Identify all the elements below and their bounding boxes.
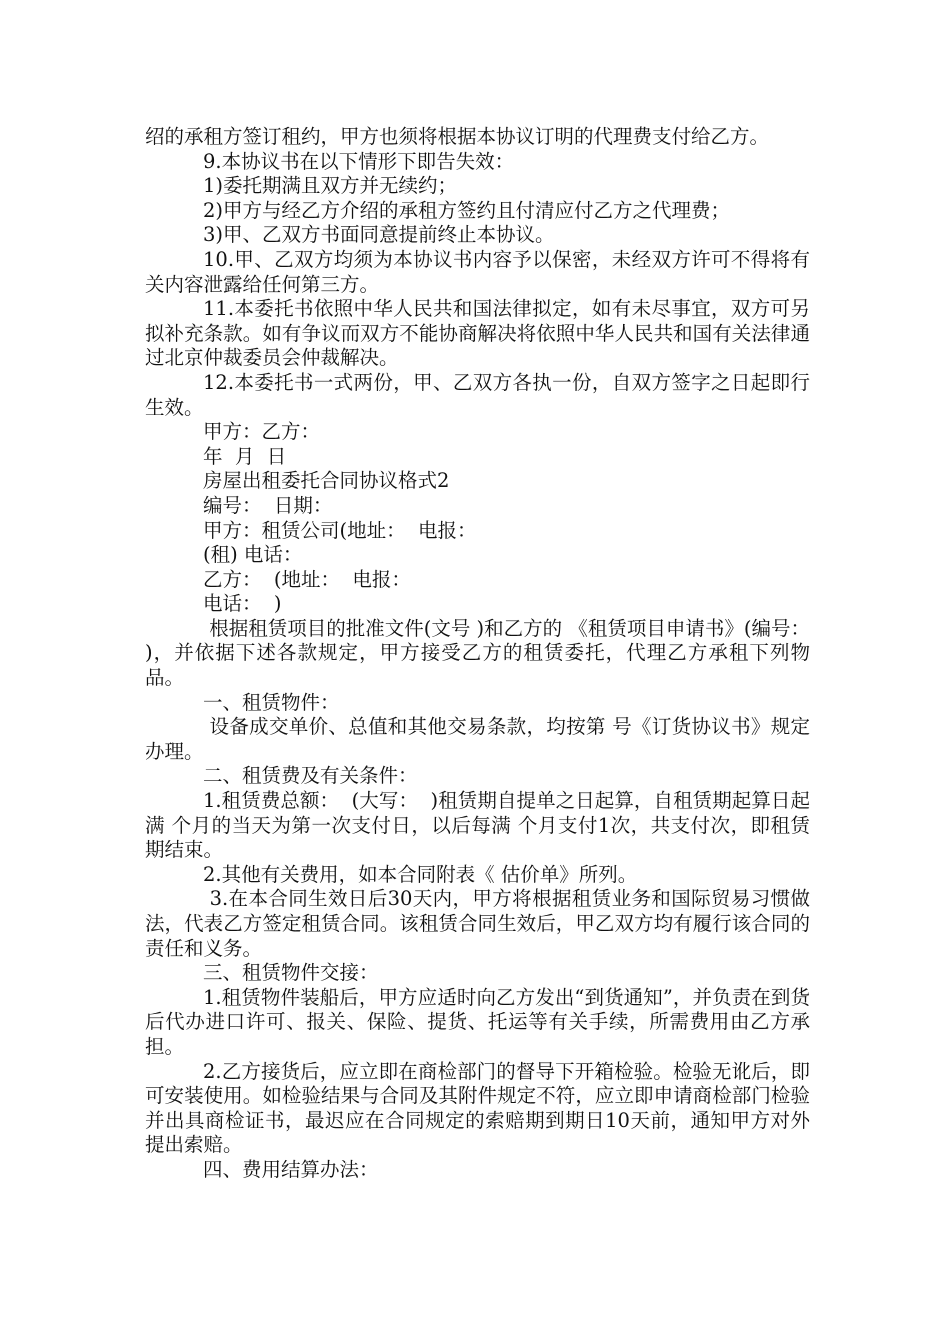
section-heading: 二、租赁费及有关条件： xyxy=(203,764,418,788)
paragraph: 11.本委托书依照中华人民共和国法律拟定，如有未尽事宜，双方可另拟补充条款。如有争议而双方不能协商解决将依照中华人民共和国有关法律通过北京仲裁委员会仲裁解决。 xyxy=(145,297,810,370)
paragraph: 2.乙方接货后，应立即在商检部门的督导下开箱检验。检验无讹后，即可安装使用。如检验结果与合同及其附件规定不符，应立即申请商检部门检验并出具商检证书，最迟应在合同规定的索赔期到期日10天前，通知甲方对外提出索赔。 xyxy=(145,1059,810,1157)
paragraph: 绍的承租方签订租约，甲方也须将根据本协议订明的代理费支付给乙方。 xyxy=(145,125,770,148)
section-heading: 三、租赁物件交接： xyxy=(203,961,379,985)
paragraph: 甲方：租赁公司(地址： 电报： xyxy=(203,518,477,542)
date-line: 年 月 日 xyxy=(203,444,287,468)
document-body xyxy=(145,125,823,1183)
paragraph: 1.租赁物件装船后，甲方应适时向乙方发出“到货通知”，并负责在到货后代办进口许可、报关、保险、提货、托运等有关手续，所需费用由乙方承担。 xyxy=(145,985,810,1058)
paragraph: 3)甲、乙双方书面同意提前终止本协议。 xyxy=(203,223,555,247)
paragraph: 设备成交单价、总值和其他交易条款，均按第 号《订货协议书》规定办理。 xyxy=(145,715,810,763)
signature-line: 甲方：乙方： xyxy=(203,420,321,444)
paragraph: 1)委托期满且双方并无续约； xyxy=(203,174,458,198)
paragraph: 根据租赁项目的批准文件(文号 )和乙方的 《租赁项目申请书》(编号： )，并依据下述各款规定，甲方接受乙方的租赁委托，代理乙方承租下列物品。 xyxy=(145,616,823,690)
section-heading: 一、租赁物件： xyxy=(203,690,340,714)
paragraph: 3.在本合同生效日后30天内，甲方将根据租赁业务和国际贸易习惯做法，代表乙方签定租赁合同。该租赁合同生效后，甲乙双方均有履行该合同的责任和义务。 xyxy=(145,887,810,960)
paragraph: 2)甲方与经乙方介绍的承租方签约且付清应付乙方之代理费； xyxy=(203,198,731,222)
paragraph: 12.本委托书一式两份，甲、乙双方各执一份，自双方签字之日起即行生效。 xyxy=(145,370,810,419)
section-heading: 四、费用结算办法： xyxy=(203,1157,379,1181)
section-title: 房屋出租委托合同协议格式2 xyxy=(203,469,450,493)
paragraph: (租) 电话： xyxy=(203,543,303,567)
paragraph: 1.租赁费总额： (大写： )租赁期自提单之日起算，自租赁期起算日起满 个月的当天为第一次支付日，以后每满 个月支付1次，共支付次，即租赁期结束。 xyxy=(145,789,810,862)
paragraph: 乙方： (地址： 电报： xyxy=(203,567,411,591)
paragraph: 2.其他有关费用，如本合同附表《 估价单》所列。 xyxy=(203,862,638,886)
paragraph: 9.本协议书在以下情形下即告失效： xyxy=(203,149,515,173)
paragraph: 电话： ) xyxy=(203,592,282,616)
paragraph: 10.甲、乙双方均须为本协议书内容予以保密，未经双方许可不得将有关内容泄露给任何第三方。 xyxy=(145,247,810,296)
paragraph: 编号： 日期： xyxy=(203,493,333,517)
